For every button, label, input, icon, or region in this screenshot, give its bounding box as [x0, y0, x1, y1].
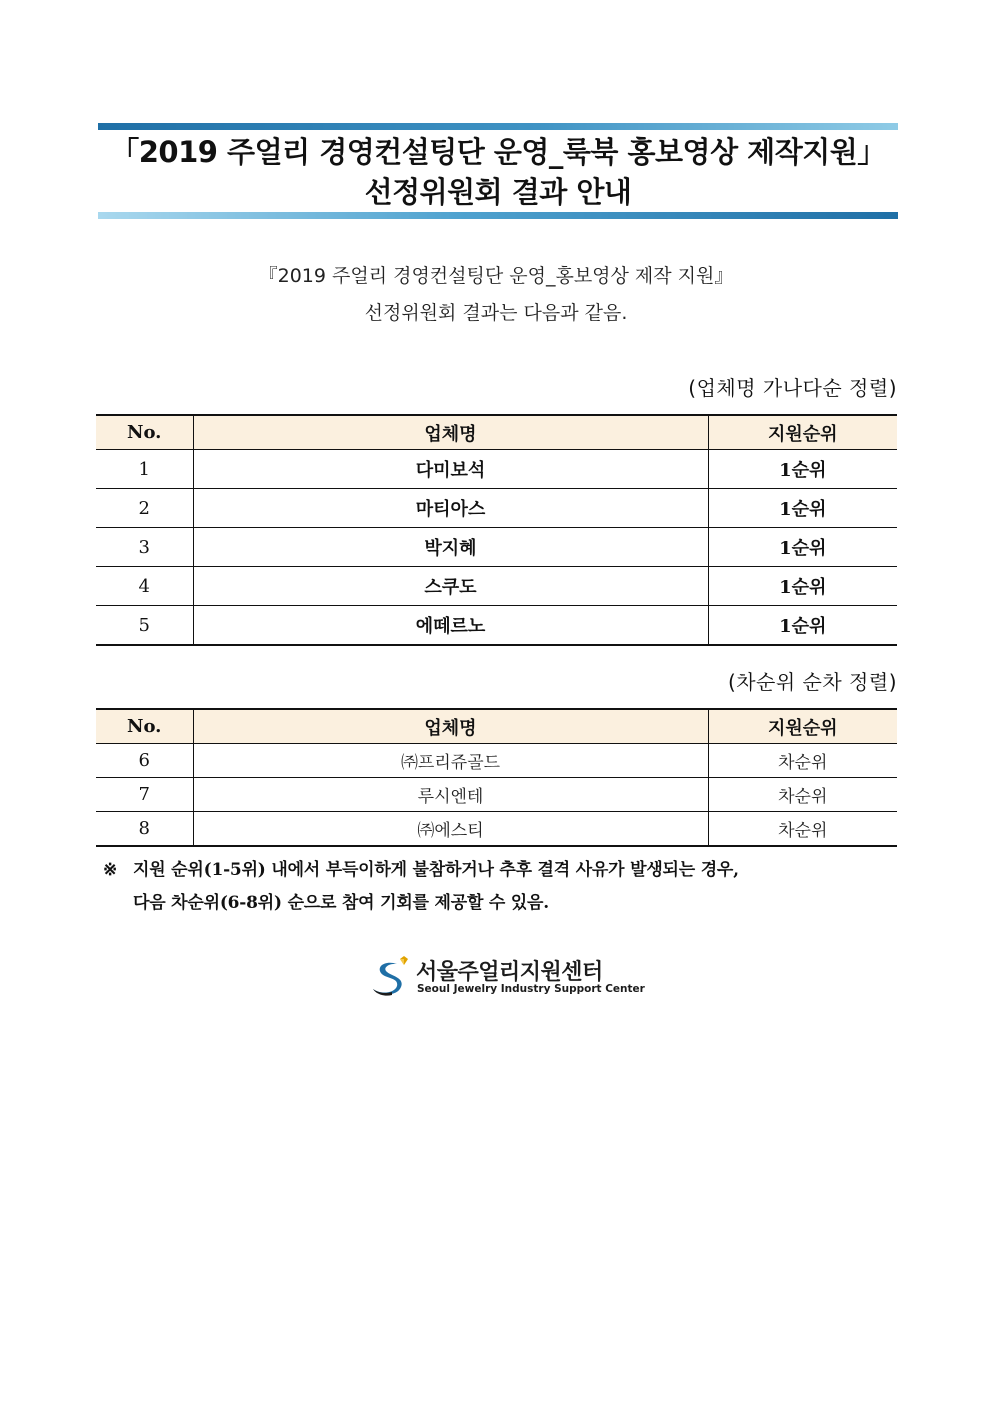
alternate-results-table: [96, 708, 897, 847]
table-row: [96, 744, 897, 778]
table1-sort-label: (업체명 가나다순 정렬): [688, 376, 897, 400]
footnote-line-2: 다음 차순위(6-8위) 순으로 참여 기회를 제공할 수 있음.: [133, 893, 549, 913]
logo-mark-icon: [370, 955, 410, 999]
row-no: 2: [96, 489, 193, 528]
title-line-1: 「2019 주얼리 경영컨설팅단 운영_룩북 홍보영상 제작지원」: [110, 135, 886, 169]
row-company: 박지혜: [193, 528, 708, 567]
header-company: 업체명: [193, 709, 708, 744]
table-row: [96, 489, 897, 528]
table-header-row: [96, 415, 897, 450]
header-company: 업체명: [193, 415, 708, 450]
intro-text: [0, 258, 992, 332]
row-rank: 1순위: [708, 528, 897, 567]
table-row: [96, 812, 897, 847]
footnote-line-1: [103, 854, 903, 887]
primary-results-table: [96, 414, 897, 646]
row-rank: 1순위: [708, 450, 897, 489]
row-company: 다미보석: [193, 450, 708, 489]
row-rank: 차순위: [708, 744, 897, 778]
row-company: ㈜에스티: [193, 812, 708, 847]
row-company: 마티아스: [193, 489, 708, 528]
table-row: [96, 567, 897, 606]
row-rank: 차순위: [708, 812, 897, 847]
footnote: [103, 854, 903, 920]
table-row: [96, 778, 897, 812]
row-company: ㈜프리쥬골드: [193, 744, 708, 778]
intro-line-2: 선정위원회 결과는 다음과 같음.: [364, 302, 628, 324]
row-no: 8: [96, 812, 193, 847]
row-no: 7: [96, 778, 193, 812]
title-line-2: 선정위원회 결과 안내: [364, 175, 632, 209]
row-no: 4: [96, 567, 193, 606]
document-title: [98, 132, 898, 212]
row-rank: 차순위: [708, 778, 897, 812]
header-no: No.: [96, 415, 193, 450]
header-rank: 지원순위: [708, 415, 897, 450]
intro-line-1: 『2019 주얼리 경영컨설팅단 운영_홍보영상 제작 지원』: [258, 265, 734, 287]
title-bottom-bar: [98, 212, 898, 219]
table-row: [96, 606, 897, 646]
row-company: 스쿠도: [193, 567, 708, 606]
row-company: 루시엔테: [193, 778, 708, 812]
row-no: 3: [96, 528, 193, 567]
table2-sort-label: (차순위 순차 정렬): [727, 670, 897, 694]
row-no: 6: [96, 744, 193, 778]
title-top-bar: [98, 123, 898, 130]
logo-name-korean: 서울주얼리지원센터: [416, 960, 603, 985]
reference-mark-icon: ※: [103, 860, 118, 880]
row-no: 1: [96, 450, 193, 489]
logo-name-english: Seoul Jewelry Industry Support Center: [417, 983, 645, 995]
table-row: [96, 450, 897, 489]
center-logo: [370, 955, 645, 1001]
row-rank: 1순위: [708, 489, 897, 528]
table-row: [96, 528, 897, 567]
row-company: 에떼르노: [193, 606, 708, 646]
header-rank: 지원순위: [708, 709, 897, 744]
row-rank: 1순위: [708, 567, 897, 606]
row-rank: 1순위: [708, 606, 897, 646]
row-no: 5: [96, 606, 193, 646]
header-no: No.: [96, 709, 193, 744]
footnote-text-1: 지원 순위(1-5위) 내에서 부득이하게 불참하거나 추후 결격 사유가 발생되는 경우,: [133, 860, 739, 880]
table-header-row: [96, 709, 897, 744]
